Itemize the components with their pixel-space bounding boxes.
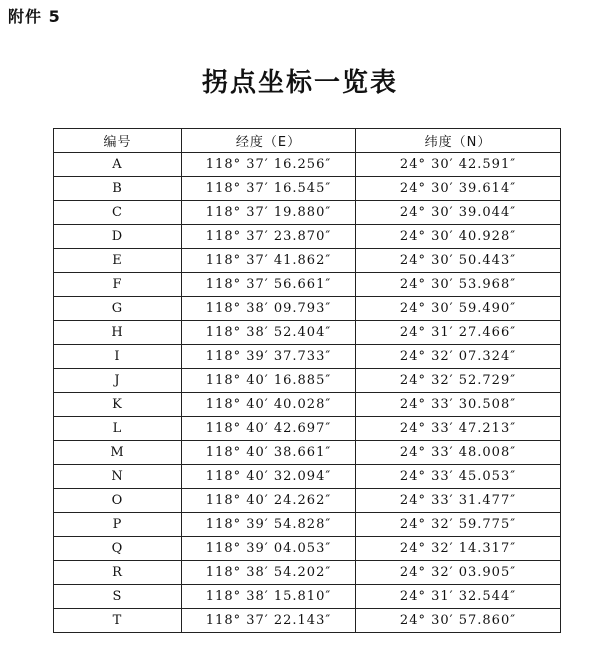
cell-id: R bbox=[54, 561, 182, 585]
cell-longitude: 118° 40′ 40.028″ bbox=[182, 393, 356, 417]
table-row bbox=[54, 417, 561, 441]
cell-id: B bbox=[54, 177, 182, 201]
cell-id: D bbox=[54, 225, 182, 249]
cell-longitude: 118° 37′ 22.143″ bbox=[182, 609, 356, 633]
cell-id: N bbox=[54, 465, 182, 489]
cell-latitude: 24° 33′ 47.213″ bbox=[356, 417, 561, 441]
cell-longitude: 118° 39′ 54.828″ bbox=[182, 513, 356, 537]
cell-longitude: 118° 38′ 09.793″ bbox=[182, 297, 356, 321]
table-row bbox=[54, 297, 561, 321]
cell-latitude: 24° 30′ 50.443″ bbox=[356, 249, 561, 273]
table-row bbox=[54, 345, 561, 369]
cell-latitude: 24° 32′ 14.317″ bbox=[356, 537, 561, 561]
cell-id: S bbox=[54, 585, 182, 609]
cell-id: M bbox=[54, 441, 182, 465]
cell-latitude: 24° 30′ 53.968″ bbox=[356, 273, 561, 297]
cell-id: H bbox=[54, 321, 182, 345]
cell-id: F bbox=[54, 273, 182, 297]
table-row bbox=[54, 177, 561, 201]
table-row bbox=[54, 489, 561, 513]
coordinates-table bbox=[53, 128, 561, 633]
header-longitude: 经度（E） bbox=[182, 129, 356, 153]
cell-longitude: 118° 40′ 42.697″ bbox=[182, 417, 356, 441]
cell-longitude: 118° 38′ 52.404″ bbox=[182, 321, 356, 345]
table-row bbox=[54, 369, 561, 393]
table-row bbox=[54, 513, 561, 537]
table-row bbox=[54, 561, 561, 585]
table-row bbox=[54, 465, 561, 489]
cell-latitude: 24° 30′ 42.591″ bbox=[356, 153, 561, 177]
table-header-row bbox=[54, 129, 561, 153]
cell-id: P bbox=[54, 513, 182, 537]
cell-latitude: 24° 33′ 31.477″ bbox=[356, 489, 561, 513]
cell-id: T bbox=[54, 609, 182, 633]
cell-longitude: 118° 37′ 56.661″ bbox=[182, 273, 356, 297]
cell-id: G bbox=[54, 297, 182, 321]
attachment-label: 附件 5 bbox=[8, 7, 61, 26]
header-latitude: 纬度（N） bbox=[356, 129, 561, 153]
table-row bbox=[54, 153, 561, 177]
cell-latitude: 24° 30′ 59.490″ bbox=[356, 297, 561, 321]
table-row bbox=[54, 537, 561, 561]
table-row bbox=[54, 249, 561, 273]
cell-latitude: 24° 32′ 59.775″ bbox=[356, 513, 561, 537]
header-id: 编号 bbox=[54, 129, 182, 153]
table-row bbox=[54, 393, 561, 417]
table-row bbox=[54, 321, 561, 345]
cell-longitude: 118° 37′ 41.862″ bbox=[182, 249, 356, 273]
cell-longitude: 118° 37′ 16.256″ bbox=[182, 153, 356, 177]
cell-id: J bbox=[54, 369, 182, 393]
cell-latitude: 24° 30′ 39.614″ bbox=[356, 177, 561, 201]
cell-longitude: 118° 40′ 24.262″ bbox=[182, 489, 356, 513]
cell-latitude: 24° 30′ 57.860″ bbox=[356, 609, 561, 633]
cell-longitude: 118° 37′ 23.870″ bbox=[182, 225, 356, 249]
cell-longitude: 118° 40′ 32.094″ bbox=[182, 465, 356, 489]
table-row bbox=[54, 585, 561, 609]
table-row bbox=[54, 201, 561, 225]
cell-latitude: 24° 32′ 03.905″ bbox=[356, 561, 561, 585]
table-row bbox=[54, 225, 561, 249]
cell-id: A bbox=[54, 153, 182, 177]
cell-latitude: 24° 33′ 48.008″ bbox=[356, 441, 561, 465]
table-row bbox=[54, 273, 561, 297]
cell-latitude: 24° 31′ 27.466″ bbox=[356, 321, 561, 345]
cell-longitude: 118° 38′ 54.202″ bbox=[182, 561, 356, 585]
cell-id: E bbox=[54, 249, 182, 273]
cell-id: I bbox=[54, 345, 182, 369]
cell-longitude: 118° 37′ 19.880″ bbox=[182, 201, 356, 225]
page-title: 拐点坐标一览表 bbox=[201, 68, 398, 98]
table-body bbox=[54, 153, 561, 633]
cell-id: K bbox=[54, 393, 182, 417]
cell-longitude: 118° 40′ 16.885″ bbox=[182, 369, 356, 393]
cell-id: Q bbox=[54, 537, 182, 561]
cell-latitude: 24° 33′ 45.053″ bbox=[356, 465, 561, 489]
cell-latitude: 24° 32′ 52.729″ bbox=[356, 369, 561, 393]
cell-id: L bbox=[54, 417, 182, 441]
cell-longitude: 118° 39′ 04.053″ bbox=[182, 537, 356, 561]
cell-id: C bbox=[54, 201, 182, 225]
cell-longitude: 118° 37′ 16.545″ bbox=[182, 177, 356, 201]
cell-latitude: 24° 31′ 32.544″ bbox=[356, 585, 561, 609]
cell-latitude: 24° 33′ 30.508″ bbox=[356, 393, 561, 417]
cell-longitude: 118° 40′ 38.661″ bbox=[182, 441, 356, 465]
cell-latitude: 24° 32′ 07.324″ bbox=[356, 345, 561, 369]
cell-longitude: 118° 38′ 15.810″ bbox=[182, 585, 356, 609]
table-row bbox=[54, 609, 561, 633]
cell-id: O bbox=[54, 489, 182, 513]
cell-latitude: 24° 30′ 40.928″ bbox=[356, 225, 561, 249]
cell-latitude: 24° 30′ 39.044″ bbox=[356, 201, 561, 225]
table-row bbox=[54, 441, 561, 465]
cell-longitude: 118° 39′ 37.733″ bbox=[182, 345, 356, 369]
